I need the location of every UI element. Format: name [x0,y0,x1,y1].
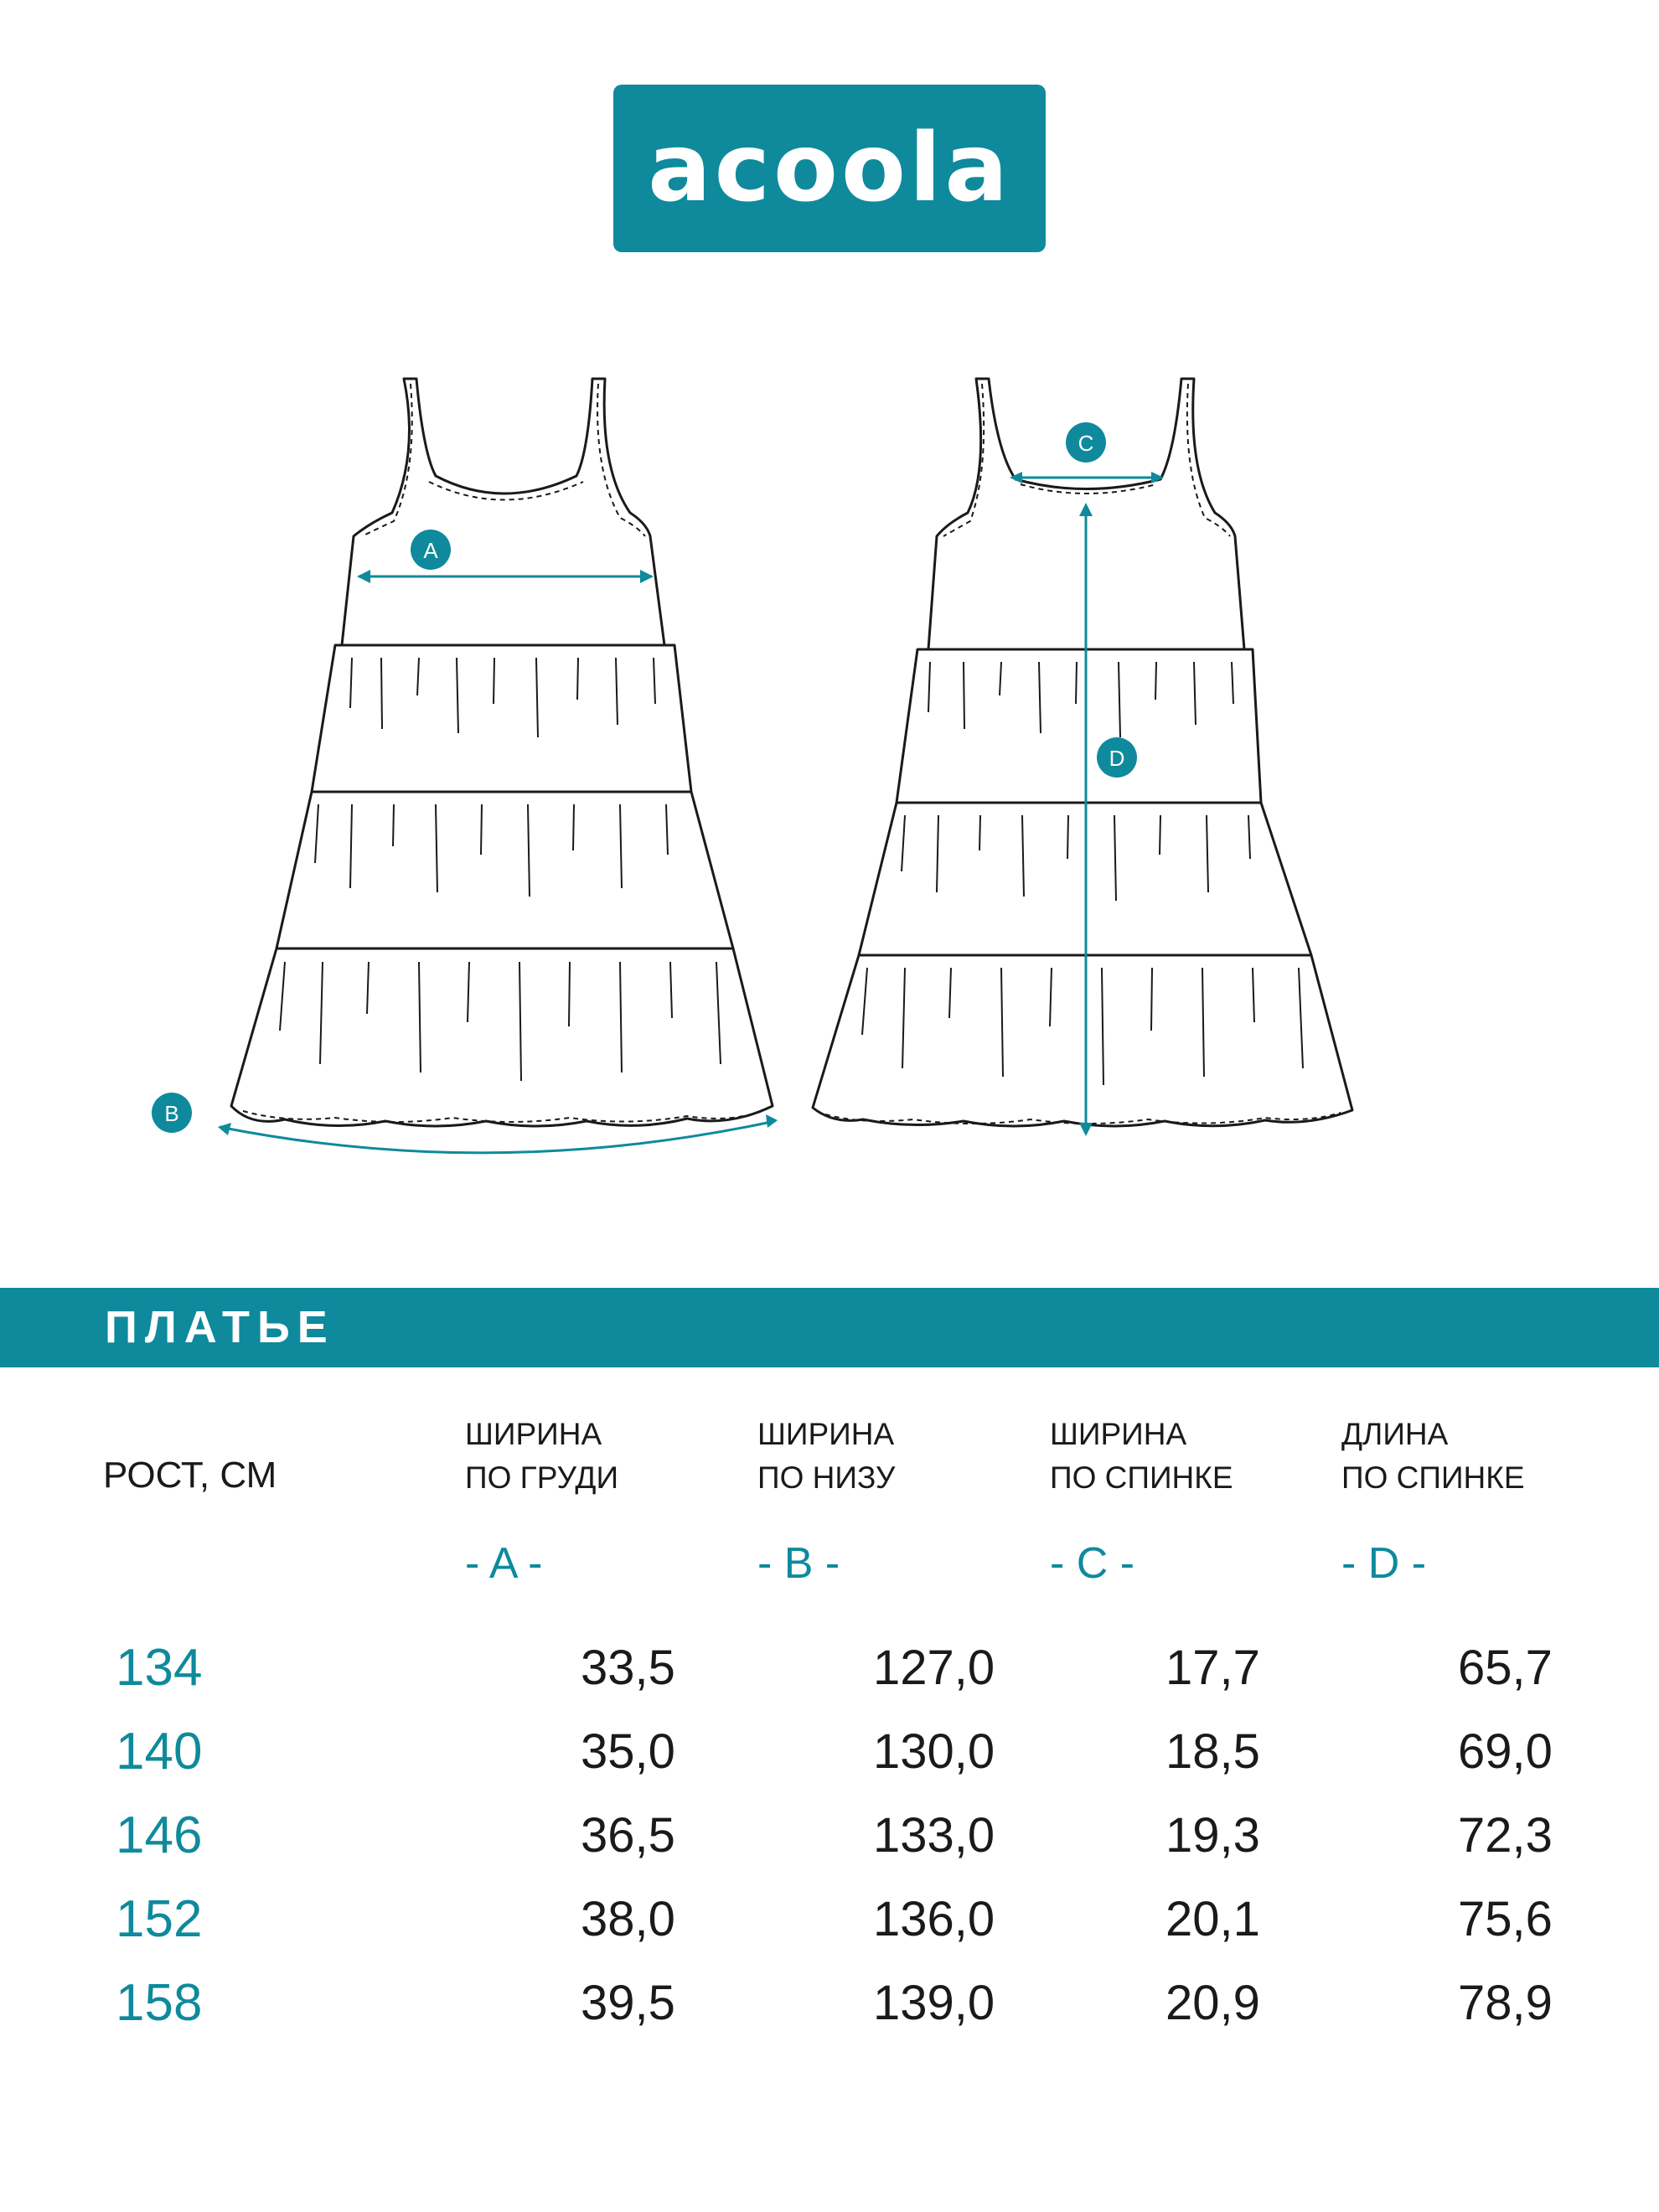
height-cell: 134 [116,1638,203,1697]
table-row [0,1625,1659,1709]
column-header-c-line2: ПО СПИНКЕ [1050,1460,1233,1495]
hem-width-cell: 136,0 [873,1891,995,1946]
chest-width-cell: 39,5 [581,1975,675,2030]
chest-width-cell: 36,5 [581,1807,675,1863]
height-cell: 140 [116,1722,203,1780]
back-width-cell: 17,7 [1165,1640,1260,1695]
height-cell: 146 [116,1806,203,1864]
dress-technical-drawing [0,335,1659,1190]
marker-d-label: D [1109,746,1125,771]
column-letter-d: - D - [1341,1539,1427,1588]
column-letter-b: - B - [757,1539,840,1588]
back-length-cell: 75,6 [1458,1891,1553,1946]
back-width-cell: 20,1 [1165,1891,1260,1946]
logo-text: acoola [648,114,1011,223]
chest-width-cell: 35,0 [581,1724,675,1779]
dress-front-view [231,379,773,1126]
back-length-cell: 78,9 [1458,1975,1553,2030]
back-width-cell: 20,9 [1165,1975,1260,2030]
table-row [0,1709,1659,1793]
chest-width-cell: 33,5 [581,1640,675,1695]
column-header-d [1341,1413,1525,1500]
column-header-d-line2: ПО СПИНКЕ [1341,1460,1525,1495]
section-banner [0,1288,1659,1367]
back-length-cell: 65,7 [1458,1640,1553,1695]
column-header-a [465,1413,618,1500]
back-length-cell: 69,0 [1458,1724,1553,1779]
column-letter-c: - C - [1050,1539,1135,1588]
back-width-cell: 18,5 [1165,1724,1260,1779]
table-row [0,1961,1659,2044]
marker-c-label: C [1078,431,1094,456]
column-header-d-line1: ДЛИНА [1341,1417,1449,1451]
table-row [0,1793,1659,1877]
height-cell: 152 [116,1889,203,1948]
measure-c-line [1010,472,1164,483]
height-column-header: РОСТ, СМ [103,1455,277,1496]
hem-width-cell: 127,0 [873,1640,995,1695]
table-row [0,1877,1659,1961]
column-letter-a: - A - [465,1539,543,1588]
column-header-b [757,1413,895,1500]
column-header-c [1050,1413,1233,1500]
marker-a-label: A [423,538,438,563]
hem-width-cell: 130,0 [873,1724,995,1779]
height-cell: 158 [116,1973,203,2032]
marker-b-label: B [164,1101,179,1126]
back-width-cell: 19,3 [1165,1807,1260,1863]
size-table [0,1625,1659,2044]
chest-width-cell: 38,0 [581,1891,675,1946]
column-header-a-line2: ПО ГРУДИ [465,1460,619,1495]
column-header-a-line1: ШИРИНА [465,1417,602,1451]
column-header-b-line1: ШИРИНА [757,1417,895,1451]
dress-back-view [813,379,1352,1126]
hem-width-cell: 139,0 [873,1975,995,2030]
back-length-cell: 72,3 [1458,1807,1553,1863]
section-title: ПЛАТЬЕ [105,1302,335,1352]
brand-logo [613,85,1046,252]
column-header-b-line2: ПО НИЗУ [757,1460,896,1495]
column-header-c-line1: ШИРИНА [1050,1417,1187,1451]
hem-width-cell: 133,0 [873,1807,995,1863]
